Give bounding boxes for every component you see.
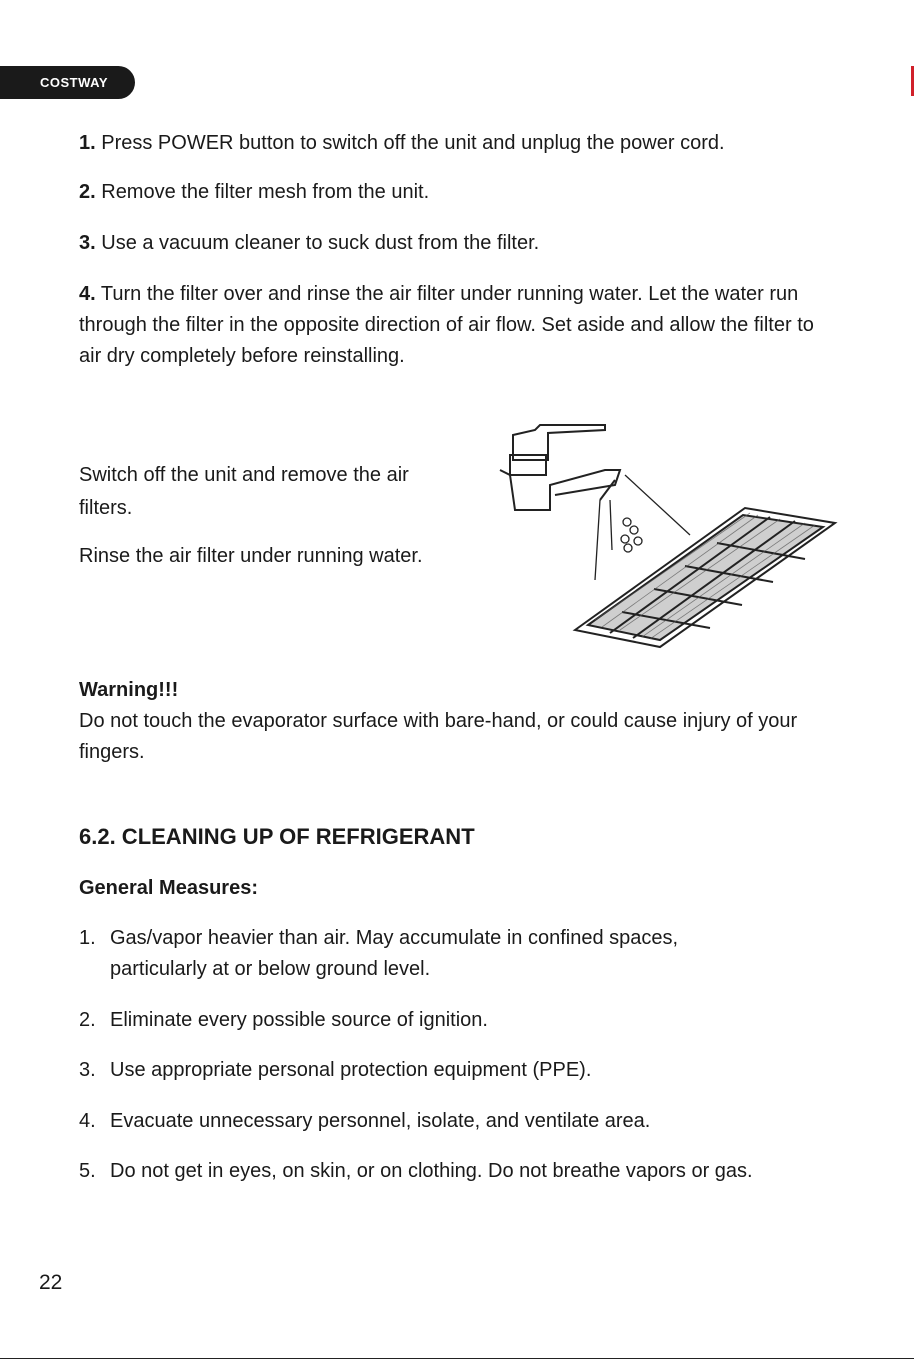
measure-item-1-continued: particularly at or below ground level. — [110, 958, 431, 980]
section-subheading: General Measures: — [79, 877, 258, 899]
step-text: Turn the filter over and rinse the air filter under running water. Let the water run through the filter in the opposite direction of air flow. Set aside and allow the filter to air dry completely before reinstalling. — [79, 283, 814, 367]
item-text: Eliminate every possible source of ignition. — [110, 1009, 488, 1031]
figure-caption-1: Switch off the unit and remove the air filters. — [79, 464, 409, 519]
step-text: Use a vacuum cleaner to suck dust from the filter. — [95, 232, 540, 254]
item-number: 5. — [79, 1160, 96, 1182]
measure-item-1 — [79, 923, 678, 954]
item-text: Use appropriate personal protection equipment (PPE). — [110, 1059, 592, 1081]
measure-item-3 — [79, 1055, 591, 1086]
measure-item-4 — [79, 1106, 650, 1137]
section-heading: 6.2. CLEANING UP OF REFRIGERANT — [79, 824, 475, 849]
step-4 — [79, 279, 839, 372]
step-1 — [79, 128, 725, 159]
item-number: 3. — [79, 1059, 96, 1081]
page-number: 22 — [39, 1271, 63, 1294]
item-text: Gas/vapor heavier than air. May accumulate in confined spaces, — [110, 927, 679, 949]
warning-title: Warning!!! — [79, 679, 179, 701]
step-text: Press POWER button to switch off the unit and unplug the power cord. — [95, 132, 725, 154]
item-text: Evacuate unnecessary personnel, isolate, and ventilate area. — [110, 1110, 651, 1132]
bottom-rule — [0, 1358, 914, 1359]
step-3 — [79, 228, 539, 259]
measure-item-2 — [79, 1005, 488, 1036]
step-number: 3. — [79, 232, 96, 254]
brand-tab — [0, 66, 135, 99]
item-number: 4. — [79, 1110, 96, 1132]
step-number: 2. — [79, 181, 96, 203]
warning-text: Do not touch the evaporator surface with bare-hand, or could cause injury of your fingers. — [79, 710, 798, 763]
step-text: Remove the filter mesh from the unit. — [95, 181, 430, 203]
item-number: 2. — [79, 1009, 96, 1031]
step-2 — [79, 177, 429, 208]
figure-caption-2: Rinse the air filter under running water. — [79, 545, 423, 567]
item-text: Do not get in eyes, on skin, or on clothing. Do not breathe vapors or gas. — [110, 1160, 753, 1182]
step-number: 4. — [79, 283, 96, 305]
brand-logo: COSTWAY — [40, 75, 109, 90]
faucet-filter-illustration — [480, 415, 840, 655]
item-number: 1. — [79, 927, 96, 949]
measure-item-5 — [79, 1156, 753, 1187]
step-number: 1. — [79, 132, 96, 154]
